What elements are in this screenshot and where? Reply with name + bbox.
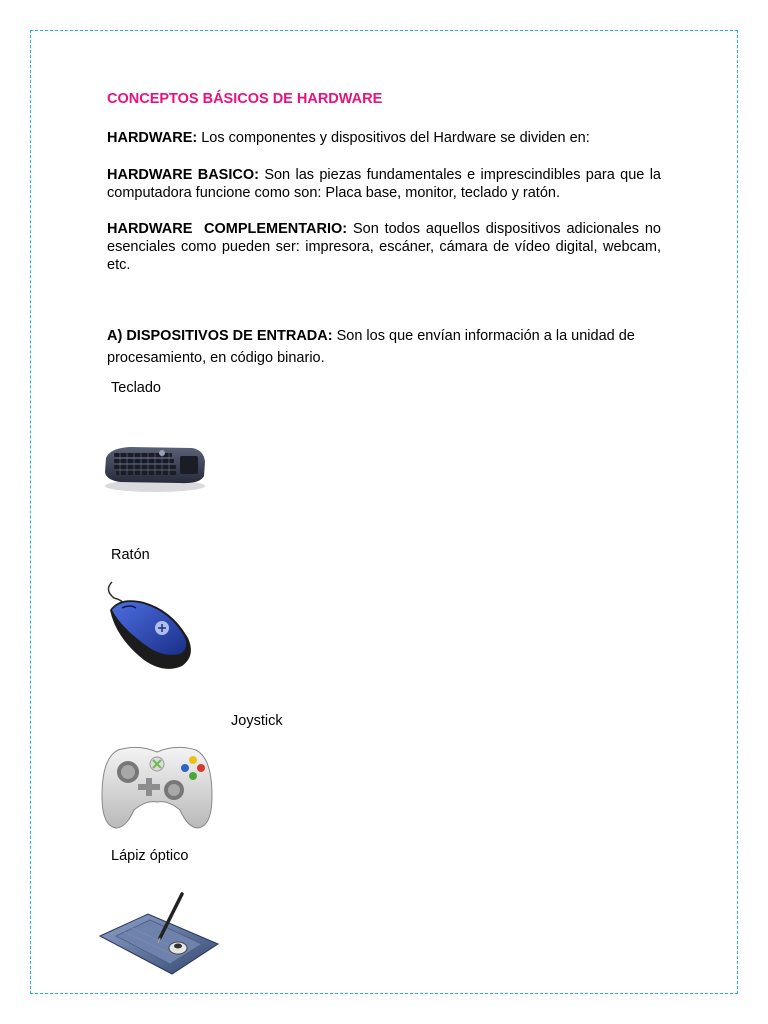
keyboard-icon <box>100 420 210 510</box>
caption-raton: Ratón <box>111 547 150 563</box>
paragraph-text: Son todos aquellos dispositivos adicionales no esenciales como pueden ser: impresora, escáner, cámara de vídeo digital, webcam, etc. <box>107 221 661 273</box>
caption-lapiz-optico: Lápiz óptico <box>111 848 189 864</box>
gamepad-icon <box>98 740 216 832</box>
paragraph-text: Son las piezas fundamentales e imprescindibles para que la computadora funcione como son: Placa base, monitor, teclado y ratón. <box>107 167 661 201</box>
paragraph-hardware-basico <box>107 166 661 202</box>
caption-joystick: Joystick <box>231 713 283 729</box>
paragraph-label: HARDWARE BASICO: <box>107 167 259 183</box>
paragraph-hardware <box>107 129 661 147</box>
paragraph-text: Son los que envían información a la unidad de procesamiento, en código binario. <box>107 328 635 366</box>
document-title: CONCEPTOS BÁSICOS DE HARDWARE <box>107 91 383 107</box>
paragraph-label: A) DISPOSITIVOS DE ENTRADA: <box>107 328 333 344</box>
paragraph-text: Los componentes y dispositivos del Hardware se dividen en: <box>197 130 590 146</box>
paragraph-dispositivos-entrada <box>107 325 661 369</box>
graphics-tablet-icon <box>98 888 220 978</box>
mouse-icon <box>100 580 200 675</box>
caption-teclado: Teclado <box>111 380 161 396</box>
paragraph-label: HARDWARE COMPLEMENTARIO: <box>107 221 348 237</box>
paragraph-label: HARDWARE: <box>107 130 198 146</box>
paragraph-hardware-complementario <box>107 220 661 274</box>
